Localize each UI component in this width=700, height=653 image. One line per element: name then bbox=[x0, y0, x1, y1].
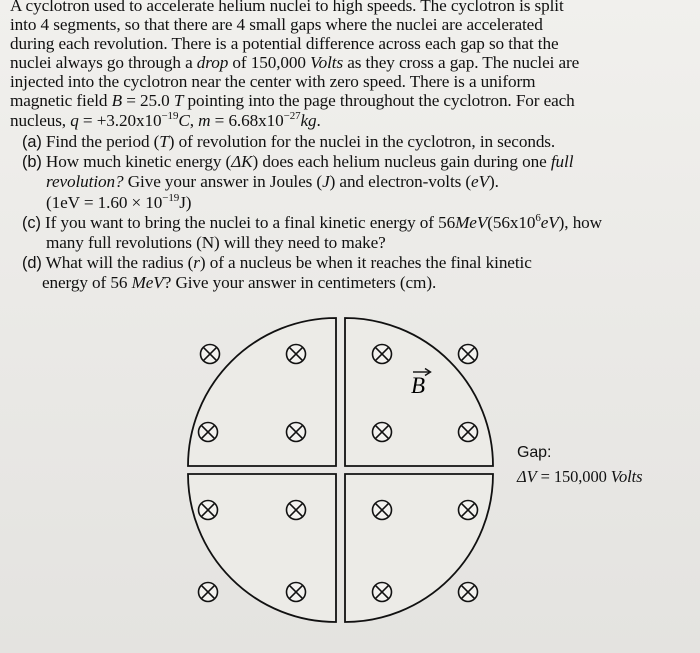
into-page-symbol-10 bbox=[287, 501, 306, 520]
part-b-line-1: (b) How much kinetic energy (ΔK) does each helium nucleus gain during one full bbox=[22, 152, 574, 171]
intro-line-2: into 4 segments, so that there are 4 small gaps where the nuclei are accelerated bbox=[10, 15, 543, 34]
b-field-symbol: B bbox=[411, 373, 426, 398]
gap-equation: ΔV = 150,000 Volts bbox=[517, 467, 643, 486]
into-page-symbol-8 bbox=[459, 423, 478, 442]
gap-label: Gap: bbox=[517, 444, 552, 461]
into-page-symbol-13 bbox=[199, 583, 218, 602]
into-page-symbol-5 bbox=[199, 423, 218, 442]
dee-top-left bbox=[188, 318, 336, 466]
into-page-symbol-7 bbox=[373, 423, 392, 442]
part-a: (a) Find the period (T) of revolution for the nuclei in the cyclotron, in seconds. bbox=[22, 132, 556, 151]
part-c-line-1: (c) If you want to bring the nuclei to a final kinetic energy of $56MeV(56x10^6eV)$, how bbox=[22, 212, 602, 232]
into-page-symbol-14 bbox=[287, 583, 306, 602]
into-page-symbol-3 bbox=[373, 345, 392, 364]
part-d-line-1: (d) What will the radius (r) of a nucleus be when it reaches the final kinetic bbox=[22, 253, 532, 272]
into-page-symbol-2 bbox=[287, 345, 306, 364]
part-b-line-3: $(1eV = 1.60 \times 10^{-19}J)$ bbox=[46, 192, 192, 212]
part-b-line-2: revolution? Give your answer in Joules (J) and electron-volts (eV). bbox=[46, 172, 499, 191]
into-page-symbol-6 bbox=[287, 423, 306, 442]
intro-line-7: nucleus, $q = +3.20x10^{-19}C$, $m = 6.68x10^{-27}kg$. bbox=[10, 110, 321, 130]
into-page-symbol-16 bbox=[459, 583, 478, 602]
intro-line-5: injected into the cyclotron near the center with zero speed. There is a uniform bbox=[10, 72, 536, 91]
into-page-symbol-11 bbox=[373, 501, 392, 520]
into-page-symbol-1 bbox=[201, 345, 220, 364]
into-page-symbol-12 bbox=[459, 501, 478, 520]
part-c-line-2: many full revolutions (N) will they need to make? bbox=[46, 233, 386, 252]
into-page-symbol-4 bbox=[459, 345, 478, 364]
intro-line-3: during each revolution. There is a potential difference across each gap so that the bbox=[10, 34, 559, 53]
intro-line-1: A cyclotron used to accelerate helium nuclei to high speeds. The cyclotron is split bbox=[10, 0, 564, 15]
intro-line-6: magnetic field B = 25.0 T pointing into the page throughout the cyclotron. For each bbox=[10, 91, 575, 110]
intro-line-4: nuclei always go through a drop of 150,000 Volts as they cross a gap. The nuclei are bbox=[10, 53, 580, 72]
into-page-symbol-9 bbox=[199, 501, 218, 520]
part-d-line-2: energy of 56 MeV? Give your answer in centimeters (cm). bbox=[42, 273, 437, 292]
into-page-symbol-15 bbox=[373, 583, 392, 602]
